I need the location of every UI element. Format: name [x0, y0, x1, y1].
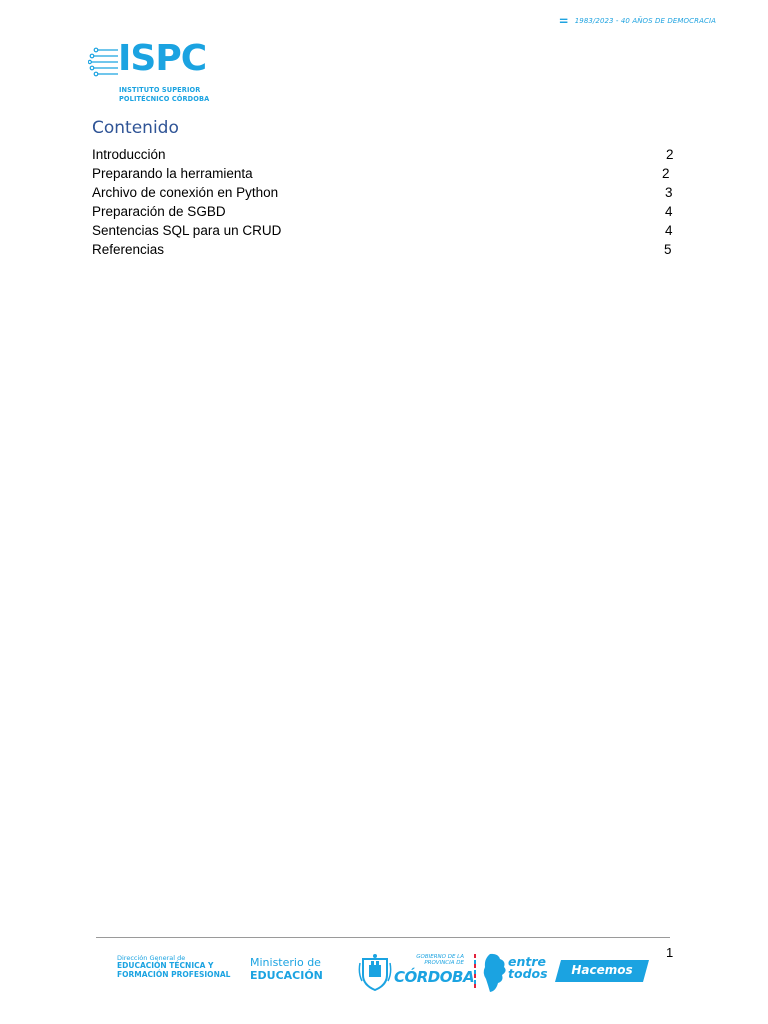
toc-entry-label: Introducción — [92, 147, 166, 162]
logo-subtitle-line1: INSTITUTO SUPERIOR — [119, 86, 201, 94]
equals-icon: = — [558, 14, 569, 28]
toc-entry-page: 3 — [665, 185, 673, 200]
toc-entry-label: Preparando la herramienta — [92, 166, 253, 181]
toc-entry-label: Preparación de SGBD — [92, 204, 226, 219]
toc-entry-page: 2 — [662, 166, 670, 181]
footer-divider — [96, 937, 670, 938]
toc-entry-preparacion-sgbd[interactable] — [92, 202, 682, 221]
gobierno-small-line2: PROVINCIA DE — [424, 959, 464, 966]
hacemos-text: Hacemos — [571, 963, 633, 977]
toc-entry-referencias[interactable] — [92, 240, 682, 259]
top-banner — [559, 15, 716, 27]
logo-subtitle-line2: POLITÉCNICO CÓRDOBA — [119, 95, 210, 103]
toc-list — [92, 145, 682, 259]
toc-title: Contenido — [92, 118, 179, 138]
cordoba-crest-icon — [358, 953, 392, 991]
entre-todos-line1: entre — [508, 954, 546, 969]
toc-entry-label: Archivo de conexión en Python — [92, 185, 279, 200]
toc-entry-introduccion[interactable] — [92, 145, 682, 164]
toc-entry-preparando[interactable] — [92, 164, 682, 183]
cordoba-map-icon — [482, 953, 508, 993]
toc-entry-page: 4 — [665, 204, 673, 219]
gobierno-small-line1: GOBIERNO DE LA — [416, 954, 464, 960]
ministerio-logo — [250, 957, 323, 982]
ministerio-line1: Ministerio de — [250, 956, 321, 969]
entre-todos-logo — [508, 956, 548, 980]
logo-wordmark: ISPC — [118, 38, 207, 79]
entre-todos-line2: todos — [508, 965, 548, 981]
dgetfp-logo — [117, 955, 230, 980]
page-number: 1 — [666, 945, 674, 960]
dgetfp-line3: FORMACIÓN PROFESIONAL — [117, 970, 231, 980]
dgetfp-line1: Dirección General de — [117, 954, 186, 962]
hacemos-logo — [555, 960, 649, 982]
toc-entry-sentencias-sql[interactable] — [92, 221, 682, 240]
toc-entry-page: 4 — [665, 223, 673, 238]
ispc-logo — [88, 38, 218, 106]
flag-divider — [474, 954, 476, 990]
toc-entry-label: Sentencias SQL para un CRUD — [92, 223, 282, 238]
toc-entry-page: 5 — [664, 242, 672, 257]
ministerio-line2: EDUCACIÓN — [250, 968, 323, 982]
gobierno-cordoba-logo — [394, 955, 474, 986]
banner-text: 1983/2023 - 40 AÑOS DE DEMOCRACIA — [574, 17, 716, 25]
toc-entry-archivo-conexion[interactable] — [92, 183, 682, 202]
gobierno-cordoba-text: CÓRDOBA — [394, 967, 475, 986]
dgetfp-line2: EDUCACIÓN TÉCNICA Y — [117, 961, 214, 971]
toc-entry-label: Referencias — [92, 242, 165, 257]
toc-entry-page: 2 — [666, 147, 674, 162]
